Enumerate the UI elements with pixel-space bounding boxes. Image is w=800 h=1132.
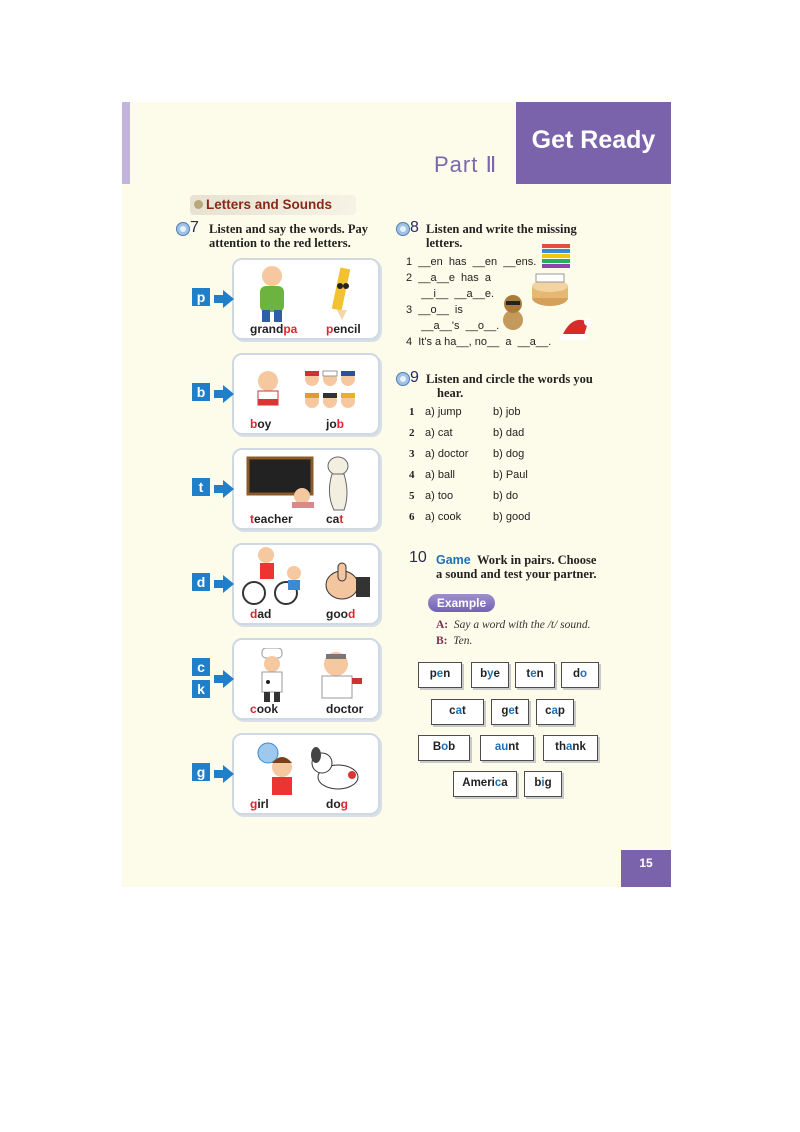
hat-picture xyxy=(558,312,592,342)
fill-in-line[interactable]: 3 __o__ is xyxy=(406,304,463,316)
card-word: cook xyxy=(250,702,279,716)
card-word: grandpa xyxy=(250,322,298,336)
item-number: 1 xyxy=(409,406,415,418)
word-card xyxy=(232,543,380,625)
part-heading: Part Ⅱ xyxy=(434,152,498,177)
item-number: 6 xyxy=(409,511,415,523)
item-number: 4 xyxy=(409,469,415,481)
listen-cd-icon[interactable] xyxy=(176,222,190,236)
textbook-page xyxy=(122,102,671,887)
card-picture xyxy=(252,369,288,414)
arrow-right-icon xyxy=(214,575,234,593)
letter-badge: b xyxy=(192,383,210,401)
option-b[interactable]: b) Paul xyxy=(493,469,528,481)
arrow-right-icon xyxy=(214,765,234,783)
option-a[interactable]: a) cat xyxy=(425,427,453,439)
game-label: Game xyxy=(436,553,471,567)
fill-in-line[interactable]: __a__'s __o__. xyxy=(406,320,500,332)
sound-word-card[interactable]: ten xyxy=(515,662,555,688)
card-word: pencil xyxy=(326,322,361,336)
listen-cd-icon[interactable] xyxy=(396,372,410,386)
card-picture xyxy=(312,648,364,709)
card-picture xyxy=(322,454,356,517)
option-a[interactable]: a) ball xyxy=(425,469,455,481)
option-b[interactable]: b) job xyxy=(493,406,521,418)
card-picture xyxy=(246,456,316,513)
sound-word-card[interactable]: get xyxy=(491,699,529,725)
sound-word-card[interactable]: cat xyxy=(431,699,484,725)
sound-word-card[interactable]: big xyxy=(524,771,562,797)
arrow-right-icon xyxy=(214,385,234,403)
exercise10-instruction: Game Work in pairs. Choose a sound and test your partner. xyxy=(436,553,597,581)
letter-badge: p xyxy=(192,288,210,306)
option-a[interactable]: a) cook xyxy=(425,511,462,523)
exercise7-instruction: Listen and say the words. Pay attention to the red letters. xyxy=(209,222,369,250)
sound-word-card[interactable]: bye xyxy=(471,662,509,688)
arrow-right-icon xyxy=(214,480,234,498)
letter-badge: d xyxy=(192,573,210,591)
sound-word-card[interactable]: aunt xyxy=(480,735,534,761)
card-word: doctor xyxy=(326,702,364,716)
letter-badge: t xyxy=(192,478,210,496)
word-card xyxy=(232,258,380,340)
item-number: 5 xyxy=(409,490,415,502)
fill-in-line[interactable]: 4 It's a ha__, no__ a __a__. xyxy=(406,336,552,348)
option-a[interactable]: a) jump xyxy=(425,406,462,418)
option-b[interactable]: b) do xyxy=(493,490,519,502)
card-picture xyxy=(302,369,358,418)
sound-word-card[interactable]: America xyxy=(453,771,517,797)
arrow-right-icon xyxy=(214,290,234,308)
option-a[interactable]: a) doctor xyxy=(425,448,469,460)
letters-sounds-title: Letters and Sounds xyxy=(206,197,333,212)
fill-in-line[interactable]: 2 __a__e has a xyxy=(406,272,492,284)
item-number: 3 xyxy=(409,448,415,460)
exercise8-number: 8 xyxy=(410,219,419,236)
dialog-line-a: A: Say a word with the /t/ sound. xyxy=(436,619,591,631)
dialog-line-b: B: Ten. xyxy=(436,635,473,647)
exercise8-instruction: Listen and write the missing letters. xyxy=(426,222,577,250)
card-picture xyxy=(322,559,372,612)
sound-word-card[interactable]: thank xyxy=(543,735,598,761)
exercise10-number: 10 xyxy=(409,549,427,566)
fill-in-line[interactable]: __i__ __a__e. xyxy=(406,288,495,300)
card-word: teacher xyxy=(250,512,293,526)
sound-word-card[interactable]: Bob xyxy=(418,735,470,761)
fill-in-line[interactable]: 1 __en has __en __ens. xyxy=(406,256,537,268)
item-number: 2 xyxy=(409,427,415,439)
sound-word-card[interactable]: do xyxy=(561,662,599,688)
card-word: dog xyxy=(326,797,349,811)
word-card xyxy=(232,733,380,815)
exercise9-instruction: Listen and circle the words you hear. xyxy=(426,372,593,400)
cake-picture xyxy=(528,272,572,308)
card-word: cat xyxy=(326,512,344,526)
card-word: girl xyxy=(250,797,269,811)
word-card xyxy=(232,638,380,720)
sound-word-card[interactable]: pen xyxy=(418,662,462,688)
arrow-right-icon xyxy=(214,670,234,688)
left-accent-bar xyxy=(122,102,130,184)
option-b[interactable]: b) good xyxy=(493,511,531,523)
card-word: job xyxy=(326,417,345,431)
exercise9-number: 9 xyxy=(410,369,419,386)
sound-word-card[interactable]: cap xyxy=(536,699,574,725)
pens-picture xyxy=(540,242,572,272)
card-word: good xyxy=(326,607,356,621)
bullet-icon xyxy=(194,200,203,209)
card-picture xyxy=(252,264,292,327)
letters-sounds-banner xyxy=(190,195,356,215)
card-picture xyxy=(254,648,290,709)
word-card xyxy=(232,353,380,435)
letter-badge: k xyxy=(192,680,210,698)
card-word: boy xyxy=(250,417,272,431)
card-picture xyxy=(326,264,356,327)
option-b[interactable]: b) dad xyxy=(493,427,525,439)
dog-picture xyxy=(498,292,528,332)
card-word: dad xyxy=(250,607,272,621)
letter-badge: g xyxy=(192,763,210,781)
option-a[interactable]: a) too xyxy=(425,490,454,502)
letter-badge: c xyxy=(192,658,210,676)
option-b[interactable]: b) dog xyxy=(493,448,525,460)
example-label: Example xyxy=(428,594,495,612)
listen-cd-icon[interactable] xyxy=(396,222,410,236)
exercise7-number: 7 xyxy=(190,219,199,236)
page-number: 15 xyxy=(621,850,671,887)
word-card xyxy=(232,448,380,530)
section-title-banner: Get Ready xyxy=(516,102,671,184)
card-picture xyxy=(240,545,310,612)
card-picture xyxy=(308,743,368,800)
